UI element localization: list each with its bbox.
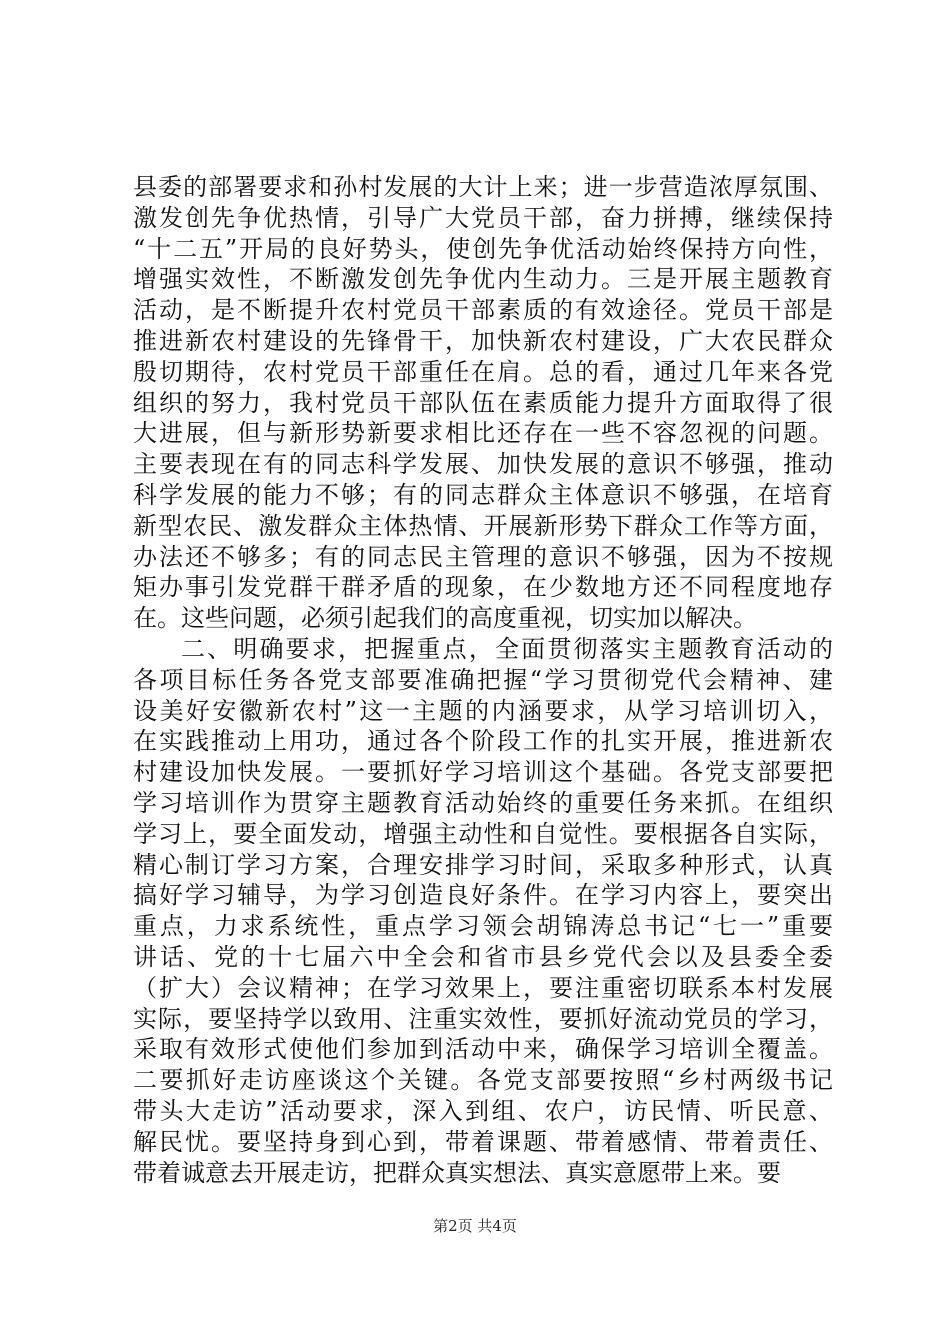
text-line: 讲话、党的十七届六中全会和省市县乡党代会以及县委全委: [133, 942, 833, 971]
text-line: 精心制订学习方案，合理安排学习时间，采取多种形式，认真: [133, 850, 833, 879]
text-line: 殷切期待，农村党员干部重任在肩。总的看，通过几年来各党: [133, 357, 833, 386]
text-line: 实际，要坚持学以致用、注重实效性，要抓好流动党员的学习，: [133, 1004, 833, 1033]
text-line: 矩办事引发党群干群矛盾的现象，在少数地方还不同程度地存: [133, 573, 833, 602]
text-line: （扩大）会议精神；在学习效果上，要注重密切联系本村发展: [133, 973, 833, 1002]
text-line: 二、明确要求，把握重点，全面贯彻落实主题教育活动的: [181, 634, 833, 663]
text-line: 学习上，要全面发动，增强主动性和自觉性。要根据各自实际，: [133, 819, 833, 848]
text-line: 采取有效形式使他们参加到活动中来，确保学习培训全覆盖。: [133, 1035, 833, 1064]
page-number: 第2页 共4页: [433, 1217, 517, 1235]
text-line: 搞好学习辅导，为学习创造良好条件。在学习内容上，要突出: [133, 881, 833, 910]
page-footer: [0, 1215, 950, 1236]
text-line: 活动，是不断提升农村党员干部素质的有效途径。党员干部是: [133, 296, 833, 325]
text-line: 办法还不够多；有的同志民主管理的意识不够强，因为不按规: [133, 542, 833, 571]
text-line: 村建设加快发展。一要抓好学习培训这个基础。各党支部要把: [133, 758, 833, 787]
text-line: 组织的努力，我村党员干部队伍在素质能力提升方面取得了很: [133, 388, 833, 417]
text-line: 带头大走访”活动要求，深入到组、农户，访民情、听民意、: [133, 1096, 833, 1125]
text-line: 在实践推动上用功，通过各个阶段工作的扎实开展，推进新农: [133, 727, 833, 756]
text-line: 县委的部署要求和孙村发展的大计上来；进一步营造浓厚氛围、: [133, 173, 833, 201]
text-line: 学习培训作为贯穿主题教育活动始终的重要任务来抓。在组织: [133, 788, 833, 817]
text-line: 激发创先争优热情，引导广大党员干部，奋力拼搏，继续保持: [133, 203, 833, 232]
text-line: 增强实效性，不断激发创先争优内生动力。三是开展主题教育: [133, 265, 833, 294]
text-line: 推进新农村建设的先锋骨干，加快新农村建设，广大农民群众: [133, 326, 833, 355]
text-line: 设美好安徽新农村”这一主题的内涵要求，从学习培训切入，: [133, 696, 833, 725]
text-line: 在。这些问题，必须引起我们的高度重视，切实加以解决。: [133, 604, 757, 633]
text-line: 科学发展的能力不够；有的同志群众主体意识不够强，在培育: [133, 480, 833, 509]
paragraph-1: [133, 172, 833, 634]
text-line: 各项目标任务各党支部要准确把握“学习贯彻党代会精神、建: [133, 665, 833, 694]
text-line: “十二五”开局的良好势头，使创先争优活动始终保持方向性，: [133, 234, 833, 263]
text-line: 二要抓好走访座谈这个关键。各党支部要按照“乡村两级书记: [133, 1066, 833, 1095]
text-line: 大进展，但与新形势新要求相比还存在一些不容忽视的问题。: [133, 419, 833, 448]
text-line: 主要表现在有的同志科学发展、加快发展的意识不够强，推动: [133, 450, 833, 479]
text-line: 带着诚意去开展走访，把群众真实想法、真实意愿带上来。要: [133, 1158, 781, 1187]
document-body: [133, 172, 833, 1188]
text-line: 解民忧。要坚持身到心到，带着课题、带着感情、带着责任、: [133, 1127, 833, 1156]
paragraph-2: [133, 634, 833, 1188]
text-line: 新型农民、激发群众主体热情、开展新形势下群众工作等方面，: [133, 511, 833, 540]
text-line: 重点，力求系统性，重点学习领会胡锦涛总书记“七一”重要: [133, 912, 833, 941]
